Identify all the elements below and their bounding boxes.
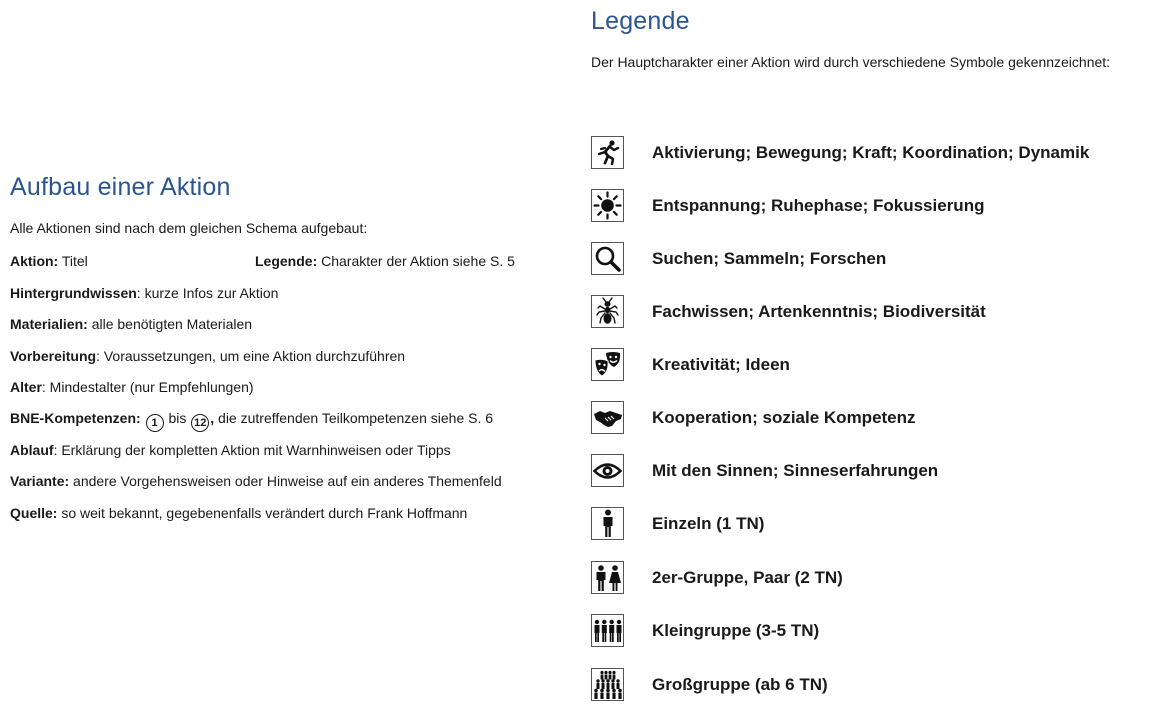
eye-icon <box>591 454 624 487</box>
schema-value: alle benötigten Materialen <box>87 316 253 332</box>
schema-key: Alter <box>10 379 42 395</box>
schema-line-vorbereitung <box>10 347 405 365</box>
legend-label: Mit den Sinnen; Sinneserfahrungen <box>652 461 939 480</box>
schema-line-hintergrundwissen <box>10 284 278 302</box>
legend-item-grossgruppe <box>591 668 1131 704</box>
legend-label: Aktivierung; Bewegung; Kraft; Koordination; Dynamik <box>652 143 1090 162</box>
schema-line-legende <box>255 252 515 270</box>
legend-item-sinne <box>591 454 1131 490</box>
schema-line-ablauf <box>10 441 451 459</box>
schema-value: so weit bekannt, gegebenenfalls verändert durch Frank Hoffmann <box>57 505 468 521</box>
schema-value: : Erklärung der kompletten Aktion mit Warnhinweisen oder Tipps <box>53 442 451 458</box>
sun-icon <box>591 189 624 222</box>
schema-line-aktion <box>10 252 88 270</box>
small-group-icon <box>591 614 624 647</box>
legend-item-suchen <box>591 242 1131 278</box>
legend-item-kooperation <box>591 401 1131 437</box>
aufbau-intro: Alle Aktionen sind nach dem gleichen Schema aufgebaut: <box>10 220 368 236</box>
schema-value: die zutreffenden Teilkompetenzen siehe S. 6 <box>214 410 494 426</box>
couple-icon <box>591 561 624 594</box>
schema-value: Titel <box>58 253 88 269</box>
running-person-icon <box>591 136 624 169</box>
legend-label: Kreativität; Ideen <box>652 355 790 374</box>
legende-intro: Der Hauptcharakter einer Aktion wird durch verschiedene Symbole gekennzeichnet: <box>591 54 1111 70</box>
section-heading-legende: Legende <box>591 7 690 35</box>
legend-label: 2er-Gruppe, Paar (2 TN) <box>652 568 843 587</box>
schema-key: Quelle: <box>10 505 58 521</box>
legend-label: Suchen; Sammeln; Forschen <box>652 249 887 268</box>
schema-value: : kurze Infos zur Aktion <box>136 285 279 301</box>
schema-mid: bis <box>164 410 191 426</box>
schema-value: Charakter der Aktion siehe S. 5 <box>317 253 515 269</box>
schema-line-materialien <box>10 315 252 333</box>
legend-item-aktivierung <box>591 136 1131 172</box>
schema-key: Materialien: <box>10 316 88 332</box>
legend-item-fachwissen <box>591 295 1131 331</box>
schema-key: Aktion: <box>10 253 59 269</box>
circled-number-1: 1 <box>146 414 164 432</box>
legend-label: Kleingruppe (3-5 TN) <box>652 621 820 640</box>
schema-value: : Mindestalter (nur Empfehlungen) <box>41 379 254 395</box>
schema-comma: , <box>210 410 215 426</box>
large-group-icon <box>591 668 624 701</box>
section-heading-aufbau: Aufbau einer Aktion <box>10 173 231 201</box>
schema-line-quelle <box>10 504 467 522</box>
schema-line-variante <box>10 472 502 490</box>
legend-label: Kooperation; soziale Kompetenz <box>652 408 916 427</box>
legend-item-kreativitaet <box>591 348 1131 384</box>
schema-key: Vorbereitung <box>10 348 97 364</box>
handshake-icon <box>591 401 624 434</box>
schema-key: Hintergrundwissen <box>10 285 137 301</box>
single-person-icon <box>591 507 624 540</box>
schema-value: : Voraussetzungen, um eine Aktion durchzuführen <box>96 348 406 364</box>
schema-key: Ablauf <box>10 442 54 458</box>
theater-masks-icon <box>591 348 624 381</box>
legend-label: Einzeln (1 TN) <box>652 514 765 533</box>
schema-line-alter <box>10 378 254 396</box>
legend-item-kleingruppe <box>591 614 1131 650</box>
legend-item-entspannung <box>591 189 1131 225</box>
magnifier-icon <box>591 242 624 275</box>
schema-key: BNE-Kompetenzen: <box>10 410 141 426</box>
circled-number-12: 12 <box>191 414 209 432</box>
legend-item-paar <box>591 561 1131 597</box>
schema-line-bne <box>10 409 493 432</box>
schema-value: andere Vorgehensweisen oder Hinweise auf ein anderes Themenfeld <box>69 473 502 489</box>
legend-label: Entspannung; Ruhephase; Fokussierung <box>652 196 985 215</box>
schema-key: Legende: <box>255 253 318 269</box>
legend-label: Großgruppe (ab 6 TN) <box>652 675 828 694</box>
legend-item-einzeln <box>591 507 1131 543</box>
ant-icon <box>591 295 624 328</box>
schema-key: Variante: <box>10 473 70 489</box>
legend-label: Fachwissen; Artenkenntnis; Biodiversität <box>652 302 986 321</box>
